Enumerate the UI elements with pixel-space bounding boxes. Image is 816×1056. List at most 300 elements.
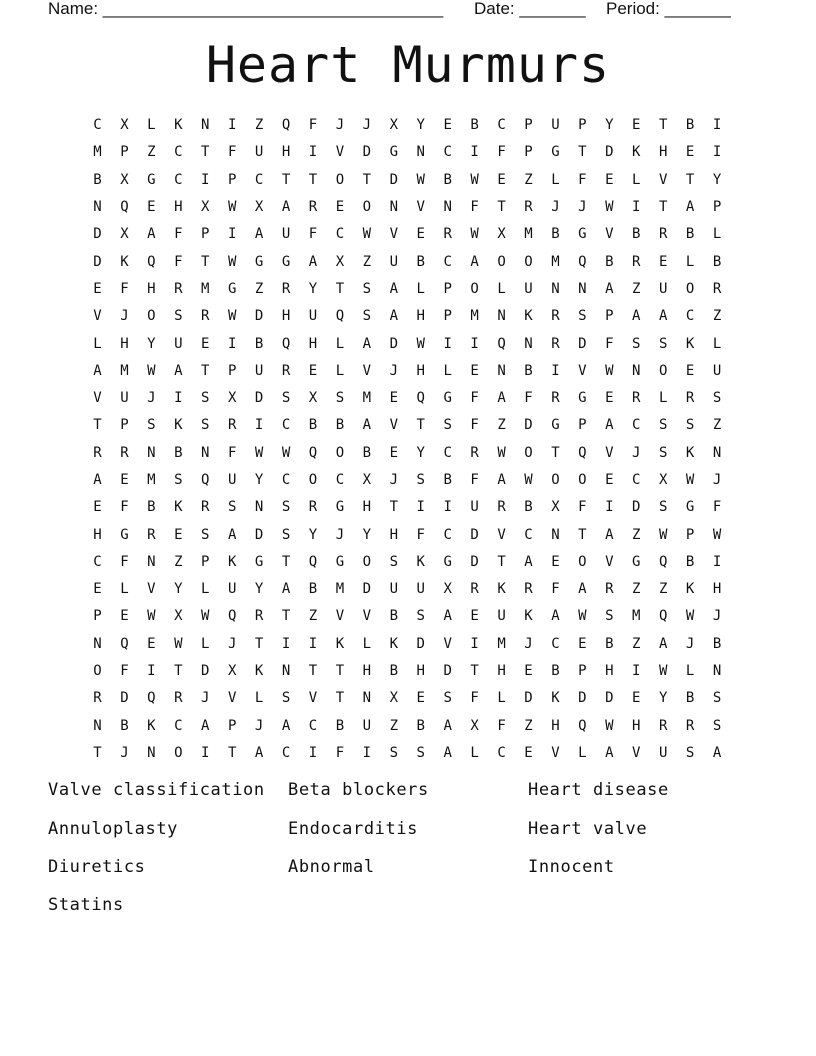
grid-letter[interactable]: B <box>93 171 102 188</box>
grid-letter[interactable]: J <box>389 472 398 488</box>
grid-letter[interactable]: Q <box>416 390 425 407</box>
grid-letter[interactable]: T <box>93 417 102 434</box>
grid-letter[interactable]: C <box>632 472 641 488</box>
grid-letter[interactable]: E <box>524 663 533 680</box>
grid-letter[interactable]: K <box>174 117 183 134</box>
grid-letter[interactable]: Y <box>308 526 318 543</box>
grid-letter[interactable]: S <box>389 744 398 761</box>
grid-letter[interactable]: T <box>281 608 291 625</box>
grid-letter[interactable]: I <box>632 199 641 216</box>
grid-letter[interactable]: A <box>443 744 452 761</box>
grid-letter[interactable]: M <box>335 581 345 598</box>
grid-letter[interactable]: F <box>227 444 237 461</box>
grid-letter[interactable]: Z <box>524 717 533 734</box>
grid-letter[interactable]: F <box>470 417 479 434</box>
grid-letter[interactable]: V <box>362 608 372 625</box>
grid-letter[interactable]: U <box>174 335 183 352</box>
grid-letter[interactable]: Y <box>147 335 156 352</box>
grid-letter[interactable]: E <box>335 199 345 216</box>
grid-letter[interactable]: H <box>416 308 425 325</box>
grid-letter[interactable]: I <box>470 635 479 652</box>
grid-letter[interactable]: S <box>174 308 183 325</box>
grid-letter[interactable]: B <box>416 717 425 734</box>
grid-letter[interactable]: F <box>605 335 614 352</box>
grid-letter[interactable]: A <box>443 608 452 625</box>
grid-letter[interactable]: X <box>389 690 398 707</box>
grid-letter[interactable]: L <box>470 744 479 761</box>
grid-letter[interactable]: B <box>551 663 560 680</box>
grid-letter[interactable]: W <box>605 362 614 379</box>
grid-letter[interactable]: C <box>685 308 695 325</box>
grid-letter[interactable]: P <box>227 171 237 188</box>
grid-letter[interactable]: E <box>605 472 614 488</box>
grid-letter[interactable]: R <box>551 308 560 325</box>
grid-letter[interactable]: V <box>389 226 398 243</box>
grid-letter[interactable]: R <box>658 226 668 243</box>
grid-letter[interactable]: S <box>201 526 210 543</box>
grid-letter[interactable]: M <box>632 608 641 625</box>
grid-letter[interactable]: K <box>416 553 425 570</box>
grid-letter[interactable]: E <box>389 444 398 461</box>
grid-letter[interactable]: K <box>174 417 183 434</box>
grid-letter[interactable]: M <box>551 253 560 270</box>
grid-letter[interactable]: B <box>712 635 722 652</box>
grid-letter[interactable]: L <box>201 635 210 652</box>
grid-letter[interactable]: U <box>227 472 237 488</box>
grid-letter[interactable]: X <box>362 472 372 488</box>
grid-letter[interactable]: S <box>281 499 291 516</box>
grid-letter[interactable]: F <box>524 390 533 407</box>
grid-letter[interactable]: P <box>578 117 587 134</box>
grid-letter[interactable]: Y <box>254 472 264 488</box>
grid-letter[interactable]: A <box>93 362 102 379</box>
grid-letter[interactable]: W <box>147 608 156 625</box>
grid-letter[interactable]: U <box>658 744 668 761</box>
grid-letter[interactable]: V <box>335 608 345 625</box>
grid-letter[interactable]: O <box>685 280 695 297</box>
grid-letter[interactable]: E <box>658 253 668 270</box>
grid-letter[interactable]: H <box>362 499 372 516</box>
grid-letter[interactable]: B <box>470 117 479 134</box>
grid-letter[interactable]: A <box>389 308 398 325</box>
grid-letter[interactable]: R <box>497 499 506 516</box>
grid-letter[interactable]: Z <box>254 280 264 297</box>
grid-letter[interactable]: K <box>524 608 533 625</box>
grid-letter[interactable]: L <box>578 744 587 761</box>
grid-letter[interactable]: J <box>201 690 210 707</box>
grid-letter[interactable]: I <box>308 744 318 761</box>
grid-letter[interactable]: V <box>632 744 641 761</box>
grid-letter[interactable]: D <box>470 553 479 570</box>
grid-letter[interactable]: G <box>227 280 237 297</box>
grid-letter[interactable]: O <box>578 472 587 488</box>
grid-letter[interactable]: T <box>685 171 695 188</box>
grid-letter[interactable]: G <box>254 253 264 270</box>
grid-letter[interactable]: R <box>281 280 291 297</box>
grid-letter[interactable]: B <box>335 717 345 734</box>
grid-letter[interactable]: B <box>335 417 345 434</box>
grid-letter[interactable]: N <box>551 526 560 543</box>
grid-letter[interactable]: Q <box>120 635 129 652</box>
grid-letter[interactable]: E <box>174 526 183 543</box>
grid-letter[interactable]: S <box>443 417 452 434</box>
grid-letter[interactable]: N <box>497 362 506 379</box>
grid-letter[interactable]: B <box>174 444 183 461</box>
grid-letter[interactable]: L <box>335 362 345 379</box>
grid-letter[interactable]: C <box>254 171 264 188</box>
grid-letter[interactable]: S <box>227 499 237 516</box>
grid-letter[interactable]: F <box>120 553 129 570</box>
grid-letter[interactable]: N <box>632 362 641 379</box>
grid-letter[interactable]: F <box>578 499 587 516</box>
grid-letter[interactable]: A <box>605 280 614 297</box>
grid-letter[interactable]: H <box>308 335 318 352</box>
grid-letter[interactable]: G <box>551 417 560 434</box>
grid-letter[interactable]: Y <box>416 444 425 461</box>
grid-letter[interactable]: F <box>308 117 318 134</box>
grid-letter[interactable]: L <box>201 581 210 598</box>
grid-letter[interactable]: E <box>524 744 533 761</box>
grid-letter[interactable]: P <box>93 608 102 625</box>
grid-letter[interactable]: F <box>497 717 506 734</box>
grid-letter[interactable]: J <box>578 199 587 216</box>
grid-letter[interactable]: L <box>93 335 102 352</box>
grid-letter[interactable]: W <box>685 608 695 625</box>
grid-letter[interactable]: S <box>362 308 372 325</box>
grid-letter[interactable]: V <box>389 417 398 434</box>
grid-letter[interactable]: F <box>174 253 183 270</box>
grid-letter[interactable]: P <box>685 526 695 543</box>
grid-letter[interactable]: A <box>254 744 264 761</box>
grid-letter[interactable]: H <box>416 362 425 379</box>
grid-letter[interactable]: T <box>281 553 291 570</box>
grid-letter[interactable]: R <box>470 581 479 598</box>
grid-letter[interactable]: R <box>93 444 102 461</box>
grid-letter[interactable]: E <box>93 499 102 516</box>
grid-letter[interactable]: P <box>605 308 614 325</box>
grid-letter[interactable]: S <box>201 417 210 434</box>
grid-letter[interactable]: C <box>308 717 318 734</box>
grid-letter[interactable]: Y <box>308 280 318 297</box>
grid-letter[interactable]: G <box>578 226 587 243</box>
grid-letter[interactable]: P <box>227 717 237 734</box>
grid-letter[interactable]: K <box>120 253 129 270</box>
grid-letter[interactable]: T <box>497 553 506 570</box>
grid-letter[interactable]: O <box>362 199 372 216</box>
grid-letter[interactable]: P <box>443 280 452 297</box>
grid-letter[interactable]: B <box>605 635 614 652</box>
grid-letter[interactable]: B <box>551 226 560 243</box>
grid-letter[interactable]: W <box>201 608 210 625</box>
grid-letter[interactable]: W <box>524 472 533 488</box>
grid-letter[interactable]: A <box>254 226 264 243</box>
grid-letter[interactable]: Q <box>120 199 129 216</box>
grid-letter[interactable]: V <box>227 690 237 707</box>
grid-letter[interactable]: V <box>443 635 452 652</box>
grid-letter[interactable]: P <box>201 226 210 243</box>
grid-letter[interactable]: C <box>335 226 345 243</box>
grid-letter[interactable]: D <box>524 690 533 707</box>
grid-letter[interactable]: J <box>524 635 533 652</box>
grid-letter[interactable]: K <box>335 635 345 652</box>
grid-letter[interactable]: E <box>93 581 102 598</box>
grid-letter[interactable]: E <box>120 472 129 488</box>
grid-letter[interactable]: K <box>227 553 237 570</box>
grid-letter[interactable]: X <box>551 499 560 516</box>
grid-letter[interactable]: U <box>551 117 560 134</box>
grid-letter[interactable]: W <box>416 335 425 352</box>
grid-letter[interactable]: N <box>147 553 156 570</box>
grid-letter[interactable]: S <box>443 690 452 707</box>
grid-letter[interactable]: Z <box>254 117 264 134</box>
grid-letter[interactable]: Z <box>658 581 668 598</box>
grid-letter[interactable]: Z <box>362 253 372 270</box>
grid-letter[interactable]: W <box>147 362 156 379</box>
grid-letter[interactable]: R <box>685 390 695 407</box>
grid-letter[interactable]: L <box>416 280 425 297</box>
grid-letter[interactable]: A <box>147 226 156 243</box>
grid-letter[interactable]: B <box>685 226 695 243</box>
grid-letter[interactable]: T <box>497 199 506 216</box>
grid-letter[interactable]: R <box>658 717 668 734</box>
grid-letter[interactable]: Y <box>174 581 183 598</box>
grid-letter[interactable]: V <box>605 553 614 570</box>
grid-letter[interactable]: M <box>470 308 479 325</box>
grid-letter[interactable]: H <box>281 144 291 161</box>
grid-letter[interactable]: U <box>470 499 479 516</box>
grid-letter[interactable]: P <box>227 362 237 379</box>
grid-letter[interactable]: C <box>632 417 641 434</box>
grid-letter[interactable]: F <box>335 744 345 761</box>
grid-letter[interactable]: J <box>147 390 156 407</box>
grid-letter[interactable]: V <box>93 390 102 407</box>
grid-letter[interactable]: G <box>281 253 291 270</box>
grid-letter[interactable]: Q <box>658 553 668 570</box>
grid-letter[interactable]: O <box>497 253 506 270</box>
grid-letter[interactable]: L <box>497 280 506 297</box>
grid-letter[interactable]: I <box>308 144 318 161</box>
grid-letter[interactable]: L <box>685 663 695 680</box>
grid-letter[interactable]: A <box>227 526 237 543</box>
grid-letter[interactable]: Y <box>605 117 614 134</box>
grid-letter[interactable]: L <box>362 635 372 652</box>
grid-letter[interactable]: E <box>416 690 425 707</box>
grid-letter[interactable]: T <box>254 635 264 652</box>
grid-letter[interactable]: H <box>497 663 506 680</box>
grid-letter[interactable]: E <box>147 199 156 216</box>
grid-letter[interactable]: C <box>174 717 183 734</box>
grid-letter[interactable]: W <box>416 171 425 188</box>
grid-letter[interactable]: T <box>335 690 345 707</box>
grid-letter[interactable]: I <box>712 553 722 570</box>
grid-letter[interactable]: I <box>551 362 560 379</box>
grid-letter[interactable]: T <box>389 499 398 516</box>
grid-letter[interactable]: F <box>551 581 560 598</box>
grid-letter[interactable]: Q <box>281 335 291 352</box>
grid-letter[interactable]: F <box>308 226 318 243</box>
grid-letter[interactable]: U <box>524 280 533 297</box>
grid-letter[interactable]: J <box>120 744 129 761</box>
grid-letter[interactable]: R <box>174 690 183 707</box>
grid-letter[interactable]: C <box>443 144 452 161</box>
grid-letter[interactable]: H <box>389 526 398 543</box>
grid-letter[interactable]: J <box>335 526 345 543</box>
grid-letter[interactable]: N <box>443 199 452 216</box>
grid-letter[interactable]: R <box>524 199 533 216</box>
grid-letter[interactable]: R <box>632 253 641 270</box>
grid-letter[interactable]: I <box>201 171 210 188</box>
grid-letter[interactable]: F <box>227 144 237 161</box>
grid-letter[interactable]: N <box>147 444 156 461</box>
grid-letter[interactable]: A <box>308 253 318 270</box>
grid-letter[interactable]: J <box>551 199 560 216</box>
grid-letter[interactable]: T <box>201 362 210 379</box>
grid-letter[interactable]: V <box>497 526 506 543</box>
grid-letter[interactable]: U <box>658 280 668 297</box>
grid-letter[interactable]: I <box>443 499 452 516</box>
grid-letter[interactable]: Y <box>658 690 668 707</box>
grid-letter[interactable]: K <box>685 335 695 352</box>
grid-letter[interactable]: N <box>551 280 560 297</box>
grid-letter[interactable]: D <box>254 308 264 325</box>
grid-letter[interactable]: S <box>201 390 210 407</box>
grid-letter[interactable]: H <box>362 663 372 680</box>
grid-letter[interactable]: N <box>712 663 722 680</box>
grid-letter[interactable]: P <box>524 144 533 161</box>
grid-letter[interactable]: N <box>93 635 102 652</box>
grid-letter[interactable]: R <box>201 499 210 516</box>
grid-letter[interactable]: Z <box>712 417 722 434</box>
grid-letter[interactable]: W <box>174 635 183 652</box>
grid-letter[interactable]: C <box>281 744 291 761</box>
grid-letter[interactable]: K <box>685 444 695 461</box>
grid-letter[interactable]: Z <box>147 144 156 161</box>
grid-letter[interactable]: R <box>201 308 210 325</box>
grid-letter[interactable]: G <box>551 144 560 161</box>
grid-letter[interactable]: B <box>685 117 695 134</box>
grid-letter[interactable]: L <box>551 171 560 188</box>
grid-letter[interactable]: N <box>416 144 425 161</box>
grid-letter[interactable]: W <box>605 199 614 216</box>
grid-letter[interactable]: G <box>335 499 345 516</box>
grid-letter[interactable]: N <box>362 690 372 707</box>
grid-letter[interactable]: V <box>605 444 614 461</box>
grid-letter[interactable]: V <box>658 171 668 188</box>
grid-letter[interactable]: A <box>174 362 183 379</box>
grid-letter[interactable]: D <box>254 526 264 543</box>
grid-letter[interactable]: C <box>497 117 506 134</box>
grid-letter[interactable]: Z <box>174 553 183 570</box>
grid-letter[interactable]: S <box>712 690 722 707</box>
grid-letter[interactable]: H <box>120 335 129 352</box>
grid-letter[interactable]: U <box>254 362 264 379</box>
grid-letter[interactable]: W <box>578 608 587 625</box>
grid-letter[interactable]: T <box>335 663 345 680</box>
grid-letter[interactable]: G <box>443 390 452 407</box>
grid-letter[interactable]: U <box>120 390 129 407</box>
grid-letter[interactable]: M <box>524 226 533 243</box>
grid-letter[interactable]: U <box>497 608 506 625</box>
grid-letter[interactable]: U <box>712 362 722 379</box>
grid-letter[interactable]: V <box>578 362 587 379</box>
grid-letter[interactable]: U <box>227 581 237 598</box>
grid-letter[interactable]: R <box>227 417 237 434</box>
grid-letter[interactable]: W <box>254 444 264 461</box>
grid-letter[interactable]: E <box>93 280 102 297</box>
grid-letter[interactable]: E <box>308 362 318 379</box>
grid-letter[interactable]: A <box>578 581 587 598</box>
grid-letter[interactable]: G <box>389 144 398 161</box>
grid-letter[interactable]: S <box>658 444 668 461</box>
grid-letter[interactable]: I <box>201 744 210 761</box>
grid-letter[interactable]: A <box>605 417 614 434</box>
grid-letter[interactable]: O <box>174 744 183 761</box>
grid-letter[interactable]: R <box>443 226 452 243</box>
grid-letter[interactable]: S <box>281 526 291 543</box>
grid-letter[interactable]: A <box>389 280 398 297</box>
grid-letter[interactable]: D <box>362 581 372 598</box>
grid-letter[interactable]: W <box>658 526 668 543</box>
grid-letter[interactable]: E <box>632 690 641 707</box>
grid-letter[interactable]: Q <box>308 444 318 461</box>
grid-letter[interactable]: O <box>362 553 372 570</box>
grid-letter[interactable]: X <box>470 717 479 734</box>
grid-letter[interactable]: S <box>147 417 156 434</box>
grid-letter[interactable]: B <box>362 444 372 461</box>
grid-letter[interactable]: R <box>551 390 560 407</box>
grid-letter[interactable]: F <box>120 280 129 297</box>
grid-letter[interactable]: X <box>227 390 237 407</box>
grid-letter[interactable]: S <box>416 608 425 625</box>
grid-letter[interactable]: L <box>443 362 452 379</box>
grid-letter[interactable]: V <box>93 308 102 325</box>
grid-letter[interactable]: U <box>362 717 372 734</box>
grid-letter[interactable]: O <box>308 472 318 488</box>
grid-letter[interactable]: A <box>362 335 372 352</box>
grid-letter[interactable]: R <box>605 581 614 598</box>
grid-letter[interactable]: A <box>93 472 102 488</box>
date-field-label[interactable]: Date: _______ <box>474 0 586 18</box>
grid-letter[interactable]: X <box>308 390 318 407</box>
grid-letter[interactable]: H <box>605 663 614 680</box>
grid-letter[interactable]: D <box>416 635 425 652</box>
grid-letter[interactable]: V <box>605 226 614 243</box>
grid-letter[interactable]: F <box>470 472 479 488</box>
grid-letter[interactable]: R <box>147 526 156 543</box>
grid-letter[interactable]: D <box>362 144 372 161</box>
grid-letter[interactable]: E <box>389 390 398 407</box>
grid-letter[interactable]: G <box>335 553 345 570</box>
grid-letter[interactable]: I <box>712 144 722 161</box>
grid-letter[interactable]: H <box>93 526 102 543</box>
grid-letter[interactable]: B <box>389 663 398 680</box>
grid-letter[interactable]: T <box>308 663 318 680</box>
grid-letter[interactable]: B <box>685 690 695 707</box>
grid-letter[interactable]: D <box>93 226 102 243</box>
grid-letter[interactable]: B <box>308 417 318 434</box>
grid-letter[interactable]: H <box>147 280 156 297</box>
grid-letter[interactable]: L <box>712 335 722 352</box>
grid-letter[interactable]: W <box>227 253 237 270</box>
grid-letter[interactable]: I <box>147 663 156 680</box>
grid-letter[interactable]: D <box>201 663 210 680</box>
grid-letter[interactable]: I <box>227 335 237 352</box>
grid-letter[interactable]: T <box>362 171 372 188</box>
grid-letter[interactable]: T <box>174 663 183 680</box>
grid-letter[interactable]: G <box>443 553 452 570</box>
grid-letter[interactable]: D <box>443 663 452 680</box>
grid-letter[interactable]: I <box>470 144 479 161</box>
